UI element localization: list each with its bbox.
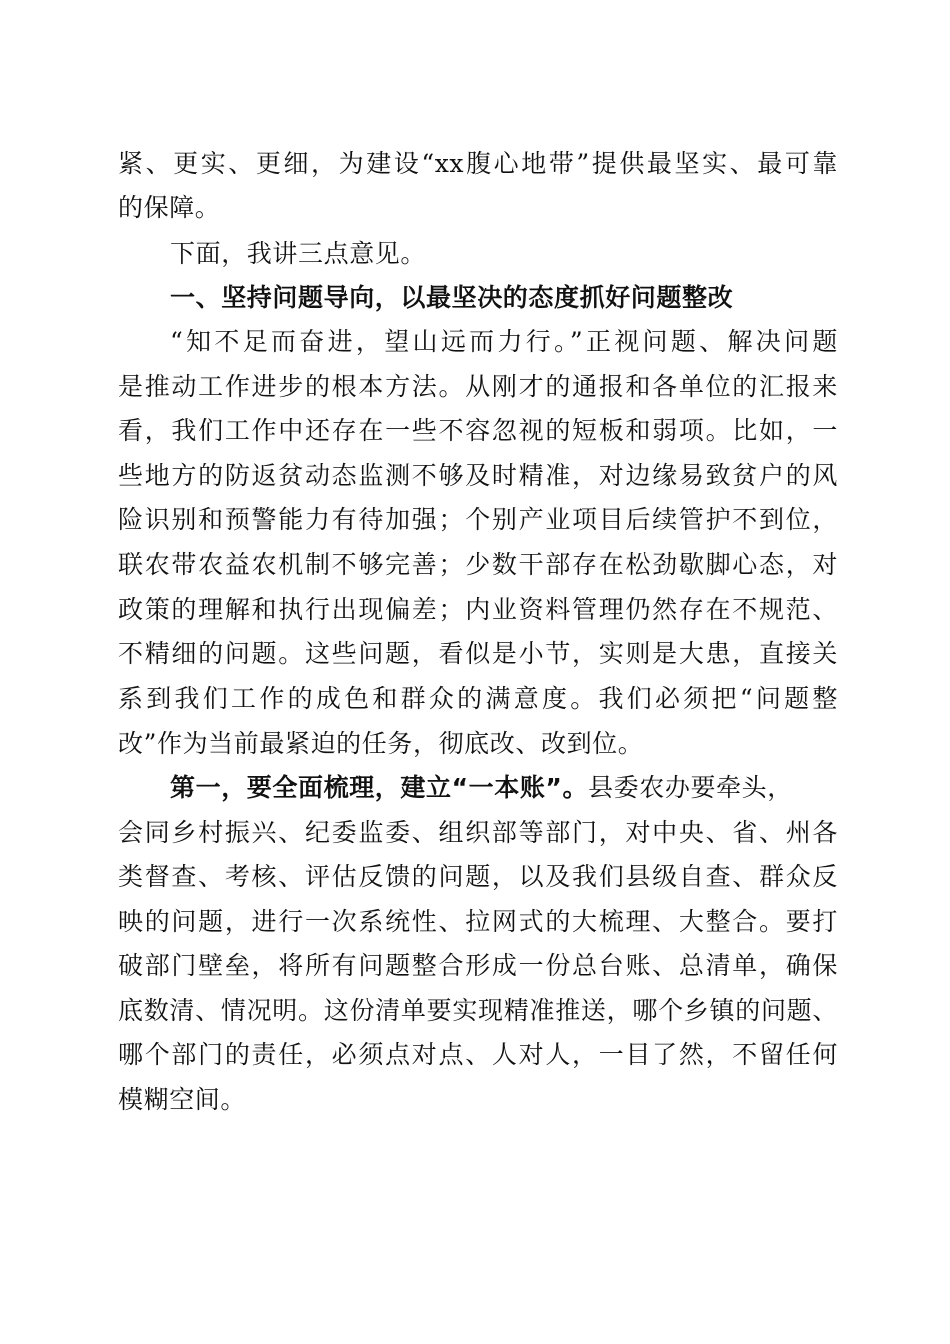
body-line-12: 不精细的问题。这些问题，看似是小节，实则是大患，直接关 xyxy=(118,639,838,668)
body-line-5: “知不足而奋进，望山远而力行。”正视问题、解决问题 xyxy=(170,327,838,356)
body-line-19: 映的问题，进行一次系统性、拉网式的大梳理、大整合。要打 xyxy=(118,907,838,936)
body-line-7: 看，我们工作中还存在一些不容忽视的短板和弱项。比如，一 xyxy=(118,416,838,445)
body-line-10: 联农带农益农机制不够完善；少数干部存在松劲歇脚心态，对 xyxy=(118,550,838,579)
body-line-14: 改”作为当前最紧迫的任务，彻底改、改到位。 xyxy=(118,729,644,758)
body-line-17: 会同乡村振兴、纪委监委、组织部等部门，对中央、省、州各 xyxy=(118,818,838,847)
body-line-8: 些地方的防返贫动态监测不够及时精准，对边缘易致贫户的风 xyxy=(118,461,838,490)
body-line-20: 破部门壁垒，将所有问题整合形成一份总台账、总清单，确保 xyxy=(118,951,838,980)
body-line-11: 政策的理解和执行出现偏差；内业资料管理仍然存在不规范、 xyxy=(118,595,838,624)
body-line-21: 底数清、情况明。这份清单要实现精准推送，哪个乡镇的问题、 xyxy=(118,996,838,1025)
subpoint-text: 县委农办要牵头， xyxy=(588,773,793,802)
section-heading: 一、坚持问题导向，以最坚决的态度抓好问题整改 xyxy=(170,283,734,312)
body-line-3: 下面，我讲三点意见。 xyxy=(170,239,427,268)
subpoint-heading: 第一，要全面梳理，建立“一本账”。 xyxy=(170,773,589,802)
body-line-6: 是推动工作进步的根本方法。从刚才的通报和各单位的汇报来 xyxy=(118,372,838,401)
body-line-9: 险识别和预警能力有待加强；个别产业项目后续管护不到位， xyxy=(118,505,838,534)
body-line-23: 模糊空间。 xyxy=(118,1085,247,1114)
body-line-22: 哪个部门的责任，必须点对点、人对人，一目了然，不留任何 xyxy=(118,1040,838,1069)
body-line-13: 系到我们工作的成色和群众的满意度。我们必须把“问题整 xyxy=(118,684,838,713)
body-line-1: 紧、更实、更细，为建设“xx腹心地带”提供最坚实、最可靠 xyxy=(118,149,838,178)
body-line-2: 的保障。 xyxy=(118,193,221,222)
body-line-18: 类督查、考核、评估反馈的问题，以及我们县级自查、群众反 xyxy=(118,862,838,891)
subpoint-line xyxy=(170,768,838,808)
